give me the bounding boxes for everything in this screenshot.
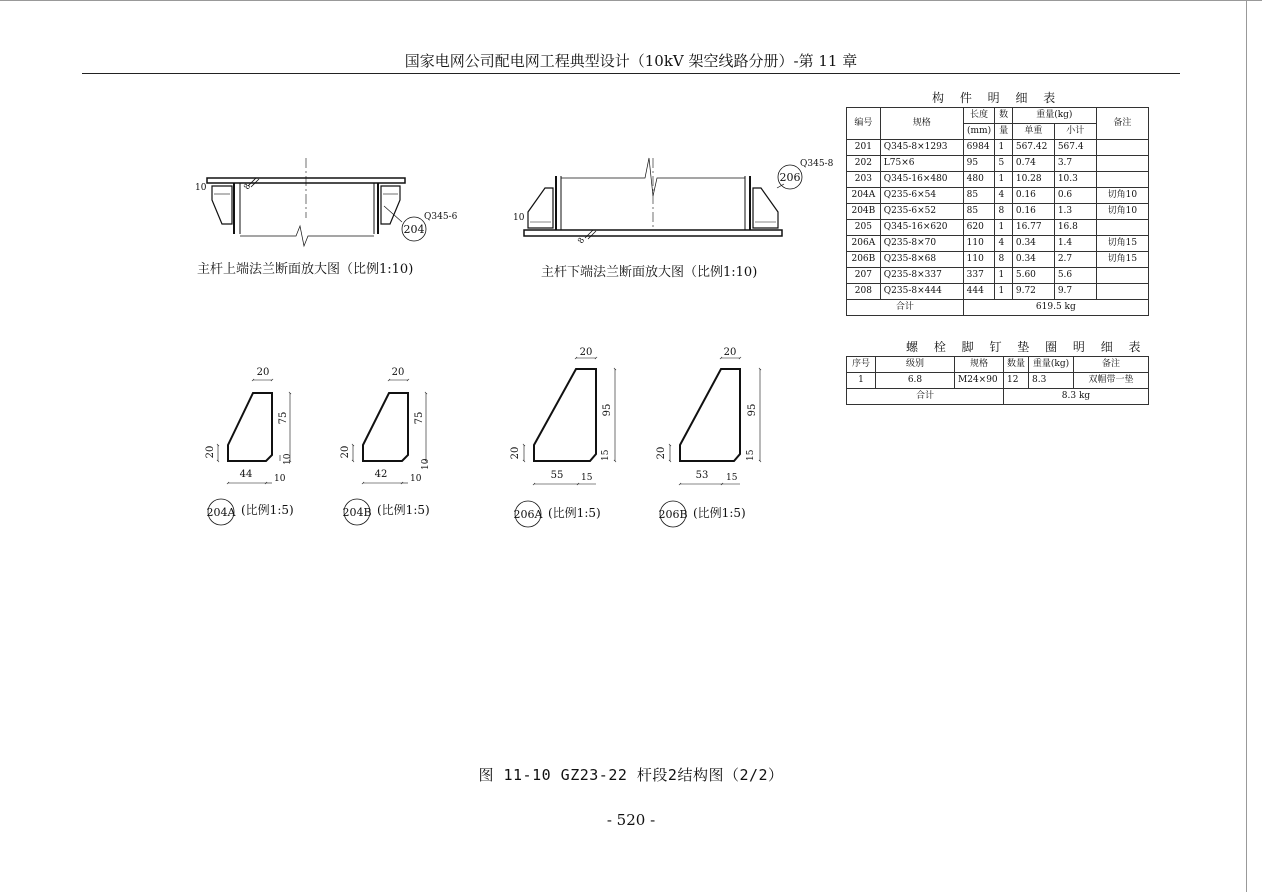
table-row bbox=[847, 188, 1149, 204]
rib-204B-dim-top: 20 bbox=[391, 367, 405, 378]
cell: 8.3 bbox=[1029, 373, 1074, 389]
total-label: 合计 bbox=[847, 389, 1004, 405]
cell: 切角10 bbox=[1096, 204, 1148, 220]
rib-204B-dim-bottom-right: 10 bbox=[410, 474, 422, 484]
table-total-row bbox=[847, 389, 1149, 405]
lower-flange-material: Q345-8 bbox=[800, 159, 834, 169]
cell: Q235-6×52 bbox=[880, 204, 963, 220]
cell: 201 bbox=[847, 140, 881, 156]
col-header: 级别 bbox=[876, 357, 955, 373]
col-header-remark: 备注 bbox=[1096, 108, 1148, 140]
table-row bbox=[847, 284, 1149, 300]
cell: 208 bbox=[847, 284, 881, 300]
cell: 3.7 bbox=[1054, 156, 1096, 172]
col-header-qty: 数 bbox=[995, 108, 1012, 124]
rib-204A-dim-right-bottom: 10 bbox=[283, 453, 293, 465]
cell: 1 bbox=[847, 373, 876, 389]
page-header-title: 国家电网公司配电网工程典型设计（10kV 架空线路分册）-第 11 章 bbox=[404, 52, 858, 70]
cell: 2.7 bbox=[1054, 252, 1096, 268]
rib-206A-dim-top: 20 bbox=[579, 347, 593, 358]
upper-flange-dim-8: 8 bbox=[241, 182, 253, 191]
rib-204A-dim-top: 20 bbox=[256, 367, 270, 378]
cell: 6.8 bbox=[876, 373, 955, 389]
rib-206B-dim-bottom: 53 bbox=[695, 470, 709, 481]
cell: Q345-16×480 bbox=[880, 172, 963, 188]
cell: Q345-8×1293 bbox=[880, 140, 963, 156]
col-header-qty2: 量 bbox=[995, 124, 1012, 140]
rib-204B-dim-left: 20 bbox=[340, 445, 351, 459]
rib-204A-drawing bbox=[218, 380, 290, 483]
table-total-row bbox=[847, 300, 1149, 316]
cell: 110 bbox=[963, 252, 995, 268]
col-header-length-unit: (mm) bbox=[963, 124, 995, 140]
bolt-table bbox=[846, 356, 1149, 405]
cell: 1 bbox=[995, 172, 1012, 188]
rib-206B-dim-top: 20 bbox=[723, 347, 737, 358]
rib-206A-dim-left: 20 bbox=[510, 446, 521, 460]
total-value: 8.3 kg bbox=[1004, 389, 1149, 405]
table-row bbox=[847, 204, 1149, 220]
cell: 0.16 bbox=[1012, 188, 1054, 204]
cell: 95 bbox=[963, 156, 995, 172]
cell: 双帽带一垫 bbox=[1074, 373, 1149, 389]
cell: 85 bbox=[963, 204, 995, 220]
cell: 16.77 bbox=[1012, 220, 1054, 236]
cell bbox=[1096, 220, 1148, 236]
cell: 444 bbox=[963, 284, 995, 300]
component-table bbox=[846, 107, 1149, 316]
rib-206A-dim-right-bottom: 15 bbox=[601, 449, 611, 461]
cell: 8 bbox=[995, 204, 1012, 220]
cell: 1.4 bbox=[1054, 236, 1096, 252]
col-header-weight: 重量(kg) bbox=[1012, 108, 1096, 124]
cell: 10.3 bbox=[1054, 172, 1096, 188]
rib-204A-dim-height: 75 bbox=[278, 411, 289, 425]
cell: 207 bbox=[847, 268, 881, 284]
rib-206A-dim-bottom: 55 bbox=[550, 470, 564, 481]
cell: 切角10 bbox=[1096, 188, 1148, 204]
cell: Q235-8×444 bbox=[880, 284, 963, 300]
rib-204B-drawing bbox=[353, 380, 426, 483]
cell: 1 bbox=[995, 268, 1012, 284]
cell: 4 bbox=[995, 188, 1012, 204]
cell: 切角15 bbox=[1096, 236, 1148, 252]
lower-flange-section bbox=[524, 158, 802, 239]
upper-flange-dim-10: 10 bbox=[195, 183, 207, 193]
rib-204B-dim-right-bottom: 10 bbox=[421, 458, 431, 470]
col-header: 序号 bbox=[847, 357, 876, 373]
rib-204B-dim-bottom: 42 bbox=[374, 469, 388, 480]
col-header-length: 长度 bbox=[963, 108, 995, 124]
cell: 1 bbox=[995, 284, 1012, 300]
cell: 10.28 bbox=[1012, 172, 1054, 188]
cell: 204A bbox=[847, 188, 881, 204]
table-row bbox=[847, 156, 1149, 172]
cell: M24×90 bbox=[955, 373, 1004, 389]
rib-204A-dim-bottom: 44 bbox=[239, 469, 253, 480]
total-value: 619.5 kg bbox=[963, 300, 1148, 316]
col-header-sub-weight: 小计 bbox=[1054, 124, 1096, 140]
cell: 5 bbox=[995, 156, 1012, 172]
table-row bbox=[847, 172, 1149, 188]
cell: 0.74 bbox=[1012, 156, 1054, 172]
rib-204A-dim-left: 20 bbox=[205, 445, 216, 459]
page-number: - 520 - bbox=[606, 811, 656, 829]
cell: 切角15 bbox=[1096, 252, 1148, 268]
rib-206B-scale: (比例1:5) bbox=[693, 506, 746, 520]
bolt-table-title: 螺 栓 脚 钉 垫 圈 明 细 表 bbox=[906, 340, 1147, 354]
rib-206A-scale: (比例1:5) bbox=[548, 506, 601, 520]
cell: 205 bbox=[847, 220, 881, 236]
cell: 5.6 bbox=[1054, 268, 1096, 284]
rib-206B-dim-bottom-right: 15 bbox=[726, 473, 738, 483]
cell: 0.16 bbox=[1012, 204, 1054, 220]
total-label: 合计 bbox=[847, 300, 964, 316]
lower-flange-dim-10: 10 bbox=[513, 213, 525, 223]
col-header: 规格 bbox=[955, 357, 1004, 373]
rib-206B-dim-left: 20 bbox=[656, 446, 667, 460]
col-header-no: 编号 bbox=[847, 108, 881, 140]
cell: Q235-8×68 bbox=[880, 252, 963, 268]
table-header-row bbox=[847, 108, 1149, 124]
cell: 480 bbox=[963, 172, 995, 188]
upper-flange-section bbox=[207, 158, 426, 246]
cell bbox=[1096, 140, 1148, 156]
rib-204B-scale: (比例1:5) bbox=[377, 503, 430, 517]
cell: 8 bbox=[995, 252, 1012, 268]
cell: 5.60 bbox=[1012, 268, 1054, 284]
cell: 202 bbox=[847, 156, 881, 172]
cell: 6984 bbox=[963, 140, 995, 156]
rib-206B-drawing bbox=[670, 358, 760, 484]
rib-204A-dim-bottom-right: 10 bbox=[274, 474, 286, 484]
rib-206B-dim-right-bottom: 15 bbox=[746, 449, 756, 461]
lower-flange-dim-8: 8 bbox=[575, 236, 587, 245]
rib-206B-id: 206B bbox=[658, 508, 688, 521]
cell: 1 bbox=[995, 140, 1012, 156]
rib-206A-drawing bbox=[524, 358, 615, 484]
lower-flange-caption: 主杆下端法兰断面放大图（比例1:10) bbox=[541, 265, 758, 280]
cell: 85 bbox=[963, 188, 995, 204]
cell: 567.4 bbox=[1054, 140, 1096, 156]
cell: Q235-8×337 bbox=[880, 268, 963, 284]
col-header: 数量 bbox=[1004, 357, 1029, 373]
cell: Q235-6×54 bbox=[880, 188, 963, 204]
rib-206B-dim-height: 95 bbox=[747, 403, 758, 417]
cell: 204B bbox=[847, 204, 881, 220]
rib-204A-scale: (比例1:5) bbox=[241, 503, 294, 517]
rib-206A-id: 206A bbox=[513, 508, 543, 521]
rib-204B-dim-height: 75 bbox=[414, 411, 425, 425]
table-row bbox=[847, 268, 1149, 284]
cell bbox=[1096, 284, 1148, 300]
cell: 9.7 bbox=[1054, 284, 1096, 300]
cell: L75×6 bbox=[880, 156, 963, 172]
cell: 0.6 bbox=[1054, 188, 1096, 204]
table-header-row bbox=[847, 357, 1149, 373]
table-row bbox=[847, 236, 1149, 252]
upper-flange-part-label: 204 bbox=[403, 223, 425, 236]
figure-caption: 图 11-10 GZ23-22 杆段2结构图（2/2） bbox=[478, 766, 784, 784]
cell: 1 bbox=[995, 220, 1012, 236]
table-row bbox=[847, 252, 1149, 268]
rib-204A-id: 204A bbox=[206, 506, 236, 519]
col-header-spec: 规格 bbox=[880, 108, 963, 140]
cell: Q235-8×70 bbox=[880, 236, 963, 252]
cell: 337 bbox=[963, 268, 995, 284]
rib-206A-dim-bottom-right: 15 bbox=[581, 473, 593, 483]
cell: 16.8 bbox=[1054, 220, 1096, 236]
cell: 4 bbox=[995, 236, 1012, 252]
cell: 206B bbox=[847, 252, 881, 268]
cell: 1.3 bbox=[1054, 204, 1096, 220]
table-row bbox=[847, 220, 1149, 236]
cell: 12 bbox=[1004, 373, 1029, 389]
cell: Q345-16×620 bbox=[880, 220, 963, 236]
cell: 110 bbox=[963, 236, 995, 252]
cell: 0.34 bbox=[1012, 252, 1054, 268]
cell bbox=[1096, 156, 1148, 172]
col-header-unit-weight: 单重 bbox=[1012, 124, 1054, 140]
upper-flange-material: Q345-6 bbox=[424, 212, 458, 222]
cell bbox=[1096, 172, 1148, 188]
col-header: 重量(kg) bbox=[1029, 357, 1074, 373]
cell: 206A bbox=[847, 236, 881, 252]
col-header: 备注 bbox=[1074, 357, 1149, 373]
rib-206A-dim-height: 95 bbox=[602, 403, 613, 417]
component-table-title: 构 件 明 细 表 bbox=[932, 91, 1062, 105]
cell: 9.72 bbox=[1012, 284, 1054, 300]
cell: 567.42 bbox=[1012, 140, 1054, 156]
lower-flange-part-label: 206 bbox=[779, 171, 801, 184]
table-row bbox=[847, 373, 1149, 389]
cell: 203 bbox=[847, 172, 881, 188]
cell: 0.34 bbox=[1012, 236, 1054, 252]
upper-flange-caption: 主杆上端法兰断面放大图（比例1:10) bbox=[197, 262, 414, 277]
rib-204B-id: 204B bbox=[342, 506, 372, 519]
cell: 620 bbox=[963, 220, 995, 236]
table-row bbox=[847, 140, 1149, 156]
cell bbox=[1096, 268, 1148, 284]
